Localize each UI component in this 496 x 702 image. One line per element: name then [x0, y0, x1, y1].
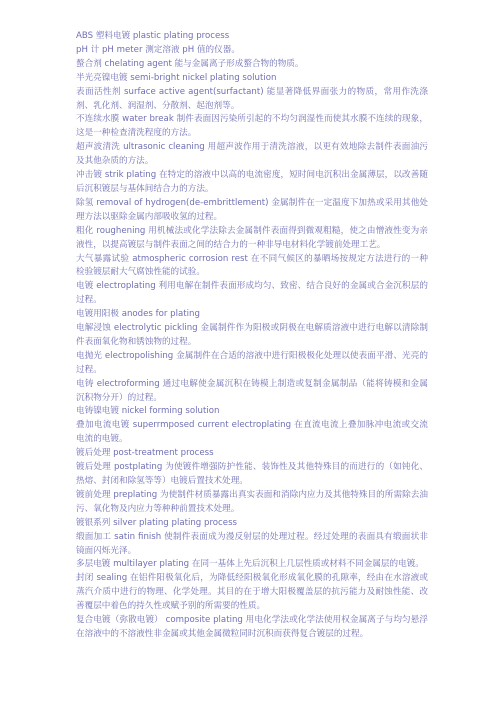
- term-atmospheric-corrosion-test: 大气暴露试验 atmospheric corrosion rest 在不同气候区的暴晒场按规定方法进行的一种检验镀层耐大气腐蚀性能的试验。: [76, 253, 428, 278]
- term-post-treatment-process: 镀后处理 post-treatment process: [76, 448, 214, 459]
- term-ph-meter: pH 计 pH meter 测定溶液 pH 值的仪器。: [76, 44, 240, 55]
- term-preplating: 镀前处理 preplating 为使制件材质暴露出真实表面和消除内应力及其他特殊目的所需除去油污、氧化物及内应力等种种前置技术处理。: [76, 489, 428, 514]
- term-abs-plastic-plating: ABS 塑料电镀 plastic plating process: [76, 31, 230, 41]
- term-roughening: 粗化 roughening 用机械法或化学法除去金属制件表面得到微观粗糙，使之由憎液性变为亲液性，以提高镀层与制件表面之间的结合力的一种非导电材料化学镀前处理工艺。: [76, 225, 428, 250]
- term-multilayer-plating: 多层电镀 multilayer plating 在同一基体上先后沉积上几层性质或材料不同金属层的电镀。: [76, 559, 424, 570]
- term-plating-anodes: 电镀用阳极 anodes for plating: [76, 309, 200, 320]
- term-electropolishing: 电抛光 electropolishing 金属制件在合适的溶液中进行阳极极化处理以使表面平滑、光亮的过程。: [76, 350, 428, 375]
- term-composite-plating: 复合电镀（弥散电镀） composite plating 用电化学法或化学法使用权金属离子与均匀悬浮在溶液中的不溶液性非金属或其他金属微粒同时沉积而获得复合镀层的过程。: [76, 615, 428, 639]
- term-electroforming: 电铸 electroforming 通过电解使金属沉积在铸模上制造或复制金属制品（能将铸模和金属沉积物分开）的过程。: [76, 378, 428, 403]
- term-semi-bright-nickel: 半光亮镍电镀 semi-bright nickel plating solution: [76, 72, 277, 83]
- term-water-break: 不连续水膜 water break 制件表面因污染所引起的不均匀润湿性而使其水膜不连续的现象，这是一种检查清洗程度的方法。: [76, 114, 428, 139]
- term-ultrasonic-cleaning: 超声波清洗 ultrasonic cleaning 用超声波作用于清洗溶液，以更有效地除去制件表面油污及其他杂质的方法。: [76, 142, 428, 167]
- term-postplating: 镀后处理 postplating 为使镀件增强防护性能、装饰性及其他特殊目的而进行的（如钝化、热熔、封闭和除氢等等）电镀后置技术处理。: [76, 462, 428, 486]
- term-satin-finish: 缎面加工 satin finish 使制件表面成为漫反射层的处理过程。经过处理的表面具有缎面状非镜面闪烁光泽。: [76, 531, 428, 556]
- term-electrolytic-pickling: 电解浸蚀 electrolytic pickling 金属制件作为阳极或阴极在电解质溶液中进行电解以清除制件表面氧化物和锈蚀物的过程。: [76, 323, 428, 347]
- term-hydrogen-removal: 除氢 removal of hydrogen(de-embrittlement) 金属制件在一定温度下加热或采用其他处理方法以驱除金属内部吸收氢的过程。: [76, 197, 428, 222]
- term-strike-plating: 冲击镀 strik plating 在特定的溶液中以高的电流密度，短时间电沉积出金属薄层，以改善随后沉积镀层与基体间结合力的方法。: [76, 170, 428, 194]
- term-nickel-forming: 电铸镍电镀 nickel forming solution: [76, 406, 220, 417]
- term-electroplating: 电镀 electroplating 利用电解在制件表面形成均匀、致密、结合良好的金属或合金沉积层的过程。: [76, 281, 428, 306]
- term-surfactant: 表面活性剂 surface active agent(surfactant) 能显著降低界面张力的物质，常用作洗涤剂、乳化剂、润湿剂、分散剂、起泡剂等。: [76, 86, 428, 111]
- term-chelating-agent: 螯合剂 chelating agent 能与金属离子形成螯合物的物质。: [76, 58, 304, 69]
- term-superimposed-current: 叠加电流电镀 superrmposed current electroplating 在直流电流上叠加脉冲电流或交流电流的电镀。: [76, 420, 428, 445]
- term-silver-plating: 镀银系列 silver plating plating process: [76, 517, 238, 528]
- term-sealing: 封闭 sealing 在铝件阳极氧化后，为降低经阳极氧化形成氧化膜的孔隙率，经由在水溶液或蒸汽介质中进行的物理、化学处理。其目的在于增大阳极覆盖层的抗污能力及耐蚀性能、改善覆层中着色的持久性或赋予别的所需要的性质。: [76, 573, 428, 612]
- document-page: [76, 30, 428, 642]
